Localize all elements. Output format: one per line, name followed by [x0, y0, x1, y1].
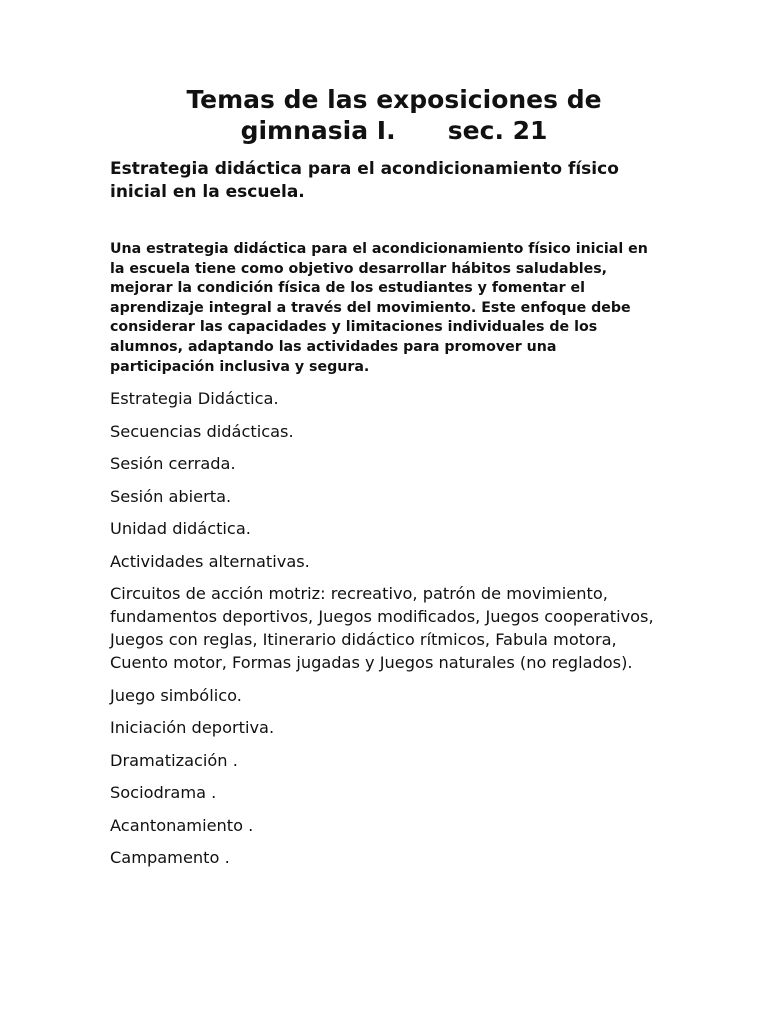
topic-item: Juego simbólico.	[110, 685, 242, 705]
topic-item: Iniciación deportiva.	[110, 718, 275, 738]
title-line-1: Temas de las exposiciones de	[186, 85, 602, 114]
topic-item: Dramatización .	[110, 750, 238, 770]
topic-list	[110, 387, 660, 869]
topic-item: Sociodrama .	[110, 783, 217, 803]
title-line-2: gimnasia I. sec. 21	[240, 116, 548, 145]
topic-item: Circuitos de acción motriz: recreativo, patrón de movimiento, fundamentos deportivos, Juegos modificados, Juegos cooperativos, Juegos con reglas, Itinerario didáctico rítmicos, Fabula motora, Cuento motor, Formas jugadas y Juegos naturales (no reglados).	[110, 584, 654, 673]
topic-item: Secuencias didácticas.	[110, 421, 294, 441]
topic-item: Actividades alternativas.	[110, 551, 310, 571]
topic-item: Sesión cerrada.	[110, 454, 236, 474]
topic-item: Estrategia Didáctica.	[110, 389, 279, 409]
page-title	[110, 84, 660, 146]
section-heading: Estrategia didáctica para el acondicionamiento físico inicial en la escuela.	[110, 159, 619, 202]
topic-item: Unidad didáctica.	[110, 519, 251, 539]
topic-item: Campamento .	[110, 848, 230, 868]
topic-item: Acantonamiento .	[110, 815, 254, 835]
intro-paragraph: Una estrategia didáctica para el acondicionamiento físico inicial en la escuela tiene como objetivo desarrollar hábitos saludables, mejorar la condición física de los estudiantes y fomentar el aprendizaje integral a través del movimiento. Este enfoque debe considerar las capacidades y limitaciones individuales de los alumnos, adaptando las actividades para promover una participación inclusiva y segura.	[110, 241, 648, 375]
topic-item: Sesión abierta.	[110, 486, 232, 506]
